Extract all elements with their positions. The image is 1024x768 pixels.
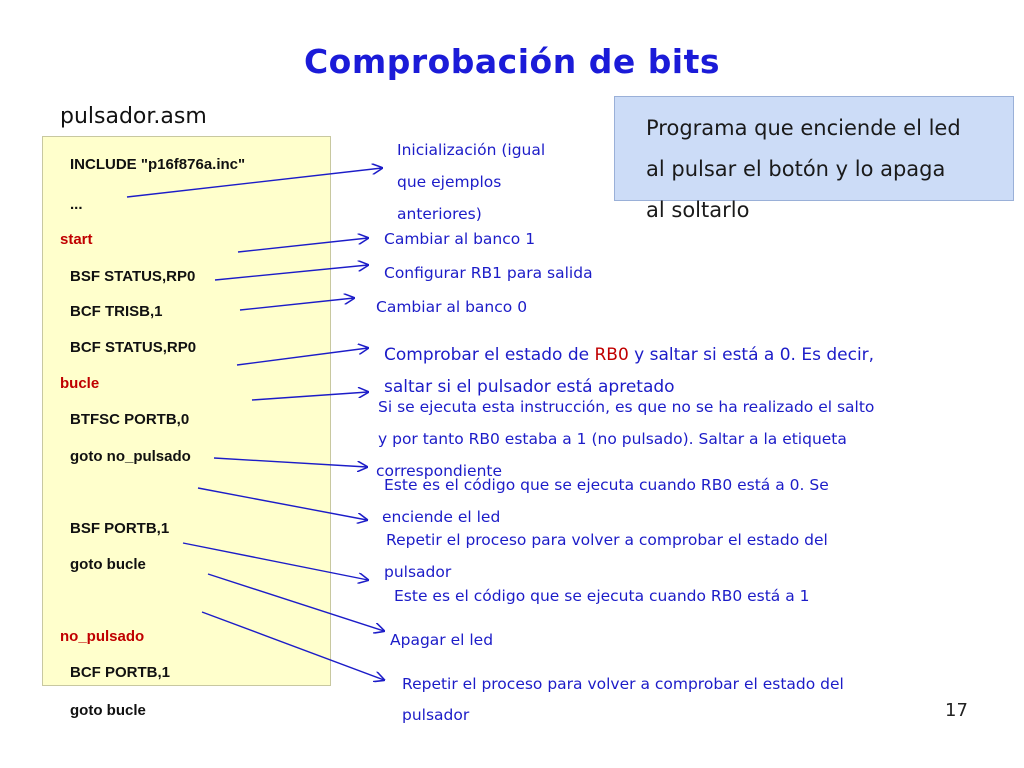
arrow: [198, 488, 367, 520]
note-config: Configurar RB1 para salida: [384, 264, 593, 282]
description-line: Programa que enciende el led: [646, 116, 961, 140]
note-skip: correspondiente: [376, 462, 503, 480]
code-line: BSF STATUS,RP0: [70, 268, 196, 285]
note-repeat2: pulsador: [402, 706, 470, 724]
page-number: 17: [945, 700, 968, 721]
code-line: goto no_pulsado: [70, 448, 191, 465]
note-off: Apagar el led: [390, 631, 494, 649]
arrow: [237, 348, 368, 365]
note-check-line2: saltar si el pulsador está apretado: [384, 377, 675, 397]
note-skip: Si se ejecuta esta instrucción, es que no se ha realizado el salto: [378, 398, 875, 416]
note-init: anteriores): [397, 205, 482, 223]
code-line: BSF PORTB,1: [70, 520, 170, 537]
code-label: no_pulsado: [60, 628, 145, 645]
arrow: [238, 238, 368, 252]
filename-label: pulsador.asm: [60, 104, 207, 129]
description-line: al pulsar el botón y lo apaga: [646, 157, 946, 181]
code-line: goto bucle: [70, 556, 146, 573]
note-bank0: Cambiar al banco 0: [376, 298, 528, 316]
note-skip: y por tanto RB0 estaba a 1 (no pulsado). Saltar a la etiqueta: [378, 430, 847, 448]
arrow: [214, 458, 367, 467]
code-line: goto bucle: [70, 702, 146, 719]
note-check-rb0: RB0: [594, 345, 629, 365]
arrow: [240, 298, 354, 310]
note-init: que ejemplos: [397, 173, 502, 191]
note-repeat1: Repetir el proceso para volver a comprobar el estado del: [386, 531, 828, 549]
note-check-part: y saltar si está a 0. Es decir,: [628, 345, 875, 365]
arrow: [215, 265, 368, 280]
arrow: [127, 168, 382, 197]
note-check-part: Comprobar el estado de: [384, 345, 595, 365]
slide-title: Comprobación de bits: [303, 42, 721, 81]
code-line: INCLUDE "p16f876a.inc": [70, 156, 246, 173]
code-line: BTFSC PORTB,0: [70, 411, 190, 428]
note-init: Inicialización (igual: [397, 141, 546, 159]
code-line: BCF STATUS,RP0: [70, 339, 197, 356]
code-line: BCF PORTB,1: [70, 664, 171, 681]
note-pressed: Este es el código que se ejecuta cuando RB0 está a 0. Se: [384, 476, 829, 494]
description-line: al soltarlo: [646, 198, 750, 222]
note-repeat1: pulsador: [384, 563, 452, 581]
arrow: [208, 574, 384, 631]
note-bank1: Cambiar al banco 1: [384, 230, 536, 248]
note-repeat2: Repetir el proceso para volver a comprobar el estado del: [402, 675, 844, 693]
code-label: start: [60, 231, 93, 248]
code-line: ...: [70, 196, 83, 213]
code-line: BCF TRISB,1: [70, 303, 163, 320]
note-unpressed: Este es el código que se ejecuta cuando RB0 está a 1: [394, 587, 810, 605]
arrow: [252, 392, 368, 400]
code-label: bucle: [60, 375, 100, 392]
note-pressed: enciende el led: [382, 508, 501, 526]
